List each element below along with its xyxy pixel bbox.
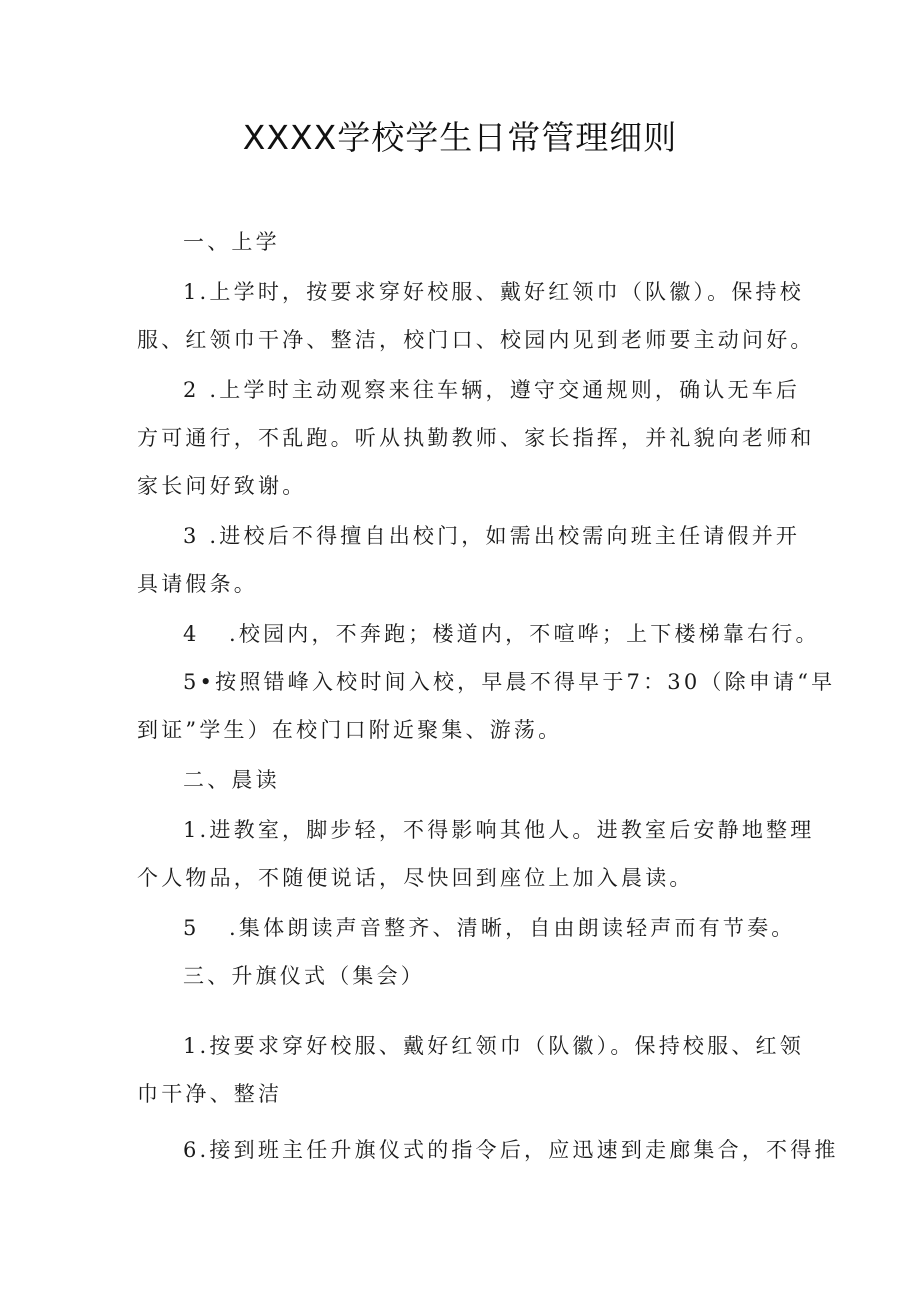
list-text: .校园内，不奔跑；楼道内，不喧哗；上下楼梯靠右行。 bbox=[229, 622, 820, 646]
paragraph-line: 方可通行，不乱跑。听从执勤教师、家长指挥，并礼貌向老师和 bbox=[137, 426, 815, 450]
paragraph-line: 6.接到班主任升旗仪式的指令后，应迅速到走廊集合，不得推 bbox=[183, 1138, 839, 1162]
paragraph-line: 服、红领巾干净、整洁，校门口、校园内见到老师要主动问好。 bbox=[137, 328, 815, 352]
paragraph-line: 家长问好致谢。 bbox=[137, 474, 307, 498]
paragraph-line: 1.进教室，脚步轻，不得影响其他人。进教室后安静地整理 bbox=[183, 818, 815, 842]
paragraph-line: 3 .进校后不得擅自出校门，如需出校需向班主任请假并开 bbox=[183, 524, 801, 548]
list-number: 5 bbox=[183, 916, 200, 940]
section-heading-3: 三、升旗仪式（集会） bbox=[183, 964, 425, 988]
paragraph-line: 5•按照错峰入校时间入校，早晨不得早于7：30（除申请“早 bbox=[183, 670, 836, 694]
paragraph-line: 1.按要求穿好校服、戴好红领巾（队徽）。保持校服、红领 bbox=[183, 1034, 804, 1058]
paragraph-line: 个人物品，不随便说话，尽快回到座位上加入晨读。 bbox=[137, 866, 694, 890]
paragraph-line: 巾干净、整洁 bbox=[137, 1082, 283, 1106]
section-heading-1: 一、上学 bbox=[183, 230, 280, 254]
paragraph-line bbox=[183, 624, 820, 645]
list-text: .集体朗读声音整齐、清晰，自由朗读轻声而有节奏。 bbox=[229, 916, 796, 940]
paragraph-line: 具请假条。 bbox=[137, 572, 258, 596]
section-heading-2: 二、晨读 bbox=[183, 768, 280, 792]
paragraph-line: 1.上学时，按要求穿好校服、戴好红领巾（队徽）。保持校 bbox=[183, 280, 804, 304]
document-title: XXXX学校学生日常管理细则 bbox=[242, 118, 678, 157]
paragraph-line: 到证”学生）在校门口附近聚集、游荡。 bbox=[137, 718, 563, 742]
paragraph-line bbox=[183, 918, 795, 939]
list-number: 4 bbox=[183, 622, 200, 646]
paragraph-line: 2 .上学时主动观察来往车辆，遵守交通规则，确认无车后 bbox=[183, 378, 801, 402]
